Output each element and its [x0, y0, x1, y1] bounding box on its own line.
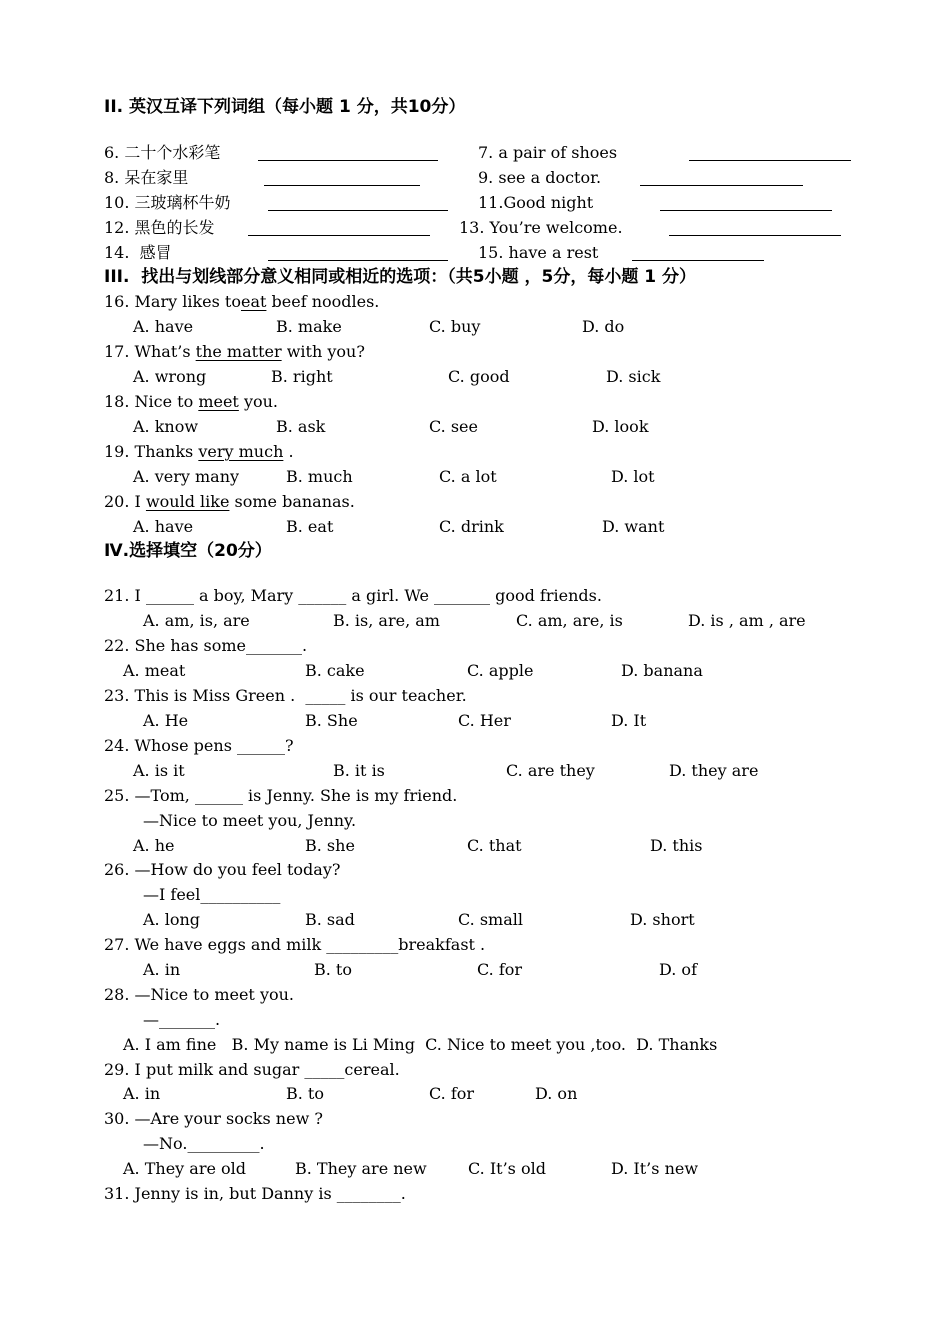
answer-blank [268, 260, 448, 261]
option-d: D. look [592, 417, 649, 436]
option-c: C. drink [439, 517, 504, 536]
underlined-word: meet [198, 392, 239, 411]
question-29: 29. I put milk and sugar _____cereal. [104, 1060, 400, 1079]
item-9: 9. see a doctor. [478, 168, 602, 187]
underlined-word: would like [145, 492, 230, 511]
option-d: D. on [535, 1084, 578, 1103]
option-d: D. short [630, 910, 695, 929]
section-3-title: III. 找出与划线部分意义相同或相近的选项： [104, 267, 448, 287]
item-10: 10. 三玻璃杯牛奶 [104, 193, 231, 212]
answer-blank [660, 210, 832, 211]
option-c: C. for [429, 1084, 475, 1103]
option-b: B. she [305, 836, 355, 855]
section-4-header [104, 541, 272, 561]
option-c: C. for [477, 960, 523, 979]
option-b: B. ask [276, 417, 326, 436]
option-a: A. He [143, 711, 189, 730]
option-b: B. to [314, 960, 352, 979]
answer-blank [640, 185, 803, 186]
option-d: D. is , am , are [688, 611, 806, 630]
answer-blank [248, 235, 430, 236]
section-3-note: （共5小题 ，5分，每小题 1 分） [447, 267, 697, 287]
question-30-response: —No._________. [143, 1134, 265, 1153]
option-d: D. this [650, 836, 703, 855]
section-3-header [104, 267, 696, 287]
option-a: A. meat [123, 661, 186, 680]
question-26: 26. —How do you feel today? [104, 860, 341, 879]
option-a: A. They are old [123, 1159, 247, 1178]
section-2-title: II. 英汉互译下列词组（每小题 1 分，共10分） [104, 97, 466, 117]
question-30: 30. —Are your socks new ? [104, 1109, 323, 1128]
section-4-note: （20分） [197, 541, 272, 561]
option-d: D. banana [621, 661, 703, 680]
option-a: A. have [133, 317, 194, 336]
question-19: 19. Thanks very much . [104, 442, 294, 461]
option-b: B. right [271, 367, 333, 386]
question-21: 21. I ______ a boy, Mary ______ a girl. We _______ good friends. [104, 586, 602, 605]
item-11: 11.Good night [478, 193, 594, 212]
option-b: B. sad [305, 910, 355, 929]
option-d: D. they are [669, 761, 759, 780]
option-c: C. a lot [439, 467, 497, 486]
question-25: 25. —Tom, ______ is Jenny. She is my friend. [104, 786, 458, 805]
option-b: B. much [286, 467, 353, 486]
option-b: B. eat [286, 517, 334, 536]
item-6: 6. 二十个水彩笔 [104, 143, 221, 162]
item-12: 12. 黑色的长发 [104, 218, 215, 237]
option-a: A. wrong [133, 367, 207, 386]
answer-blank [669, 235, 841, 236]
question-17: 17. What’s the matter with you? [104, 342, 365, 361]
option-c: C. are they [506, 761, 595, 780]
answer-blank [258, 160, 438, 161]
item-8: 8. 呆在家里 [104, 168, 189, 187]
option-a: A. is it [133, 761, 185, 780]
item-15: 15. have a rest [478, 243, 599, 262]
option-a: A. know [133, 417, 199, 436]
option-b: B. it is [333, 761, 385, 780]
item-13: 13. You’re welcome. [459, 218, 623, 237]
option-c: C. that [467, 836, 522, 855]
underlined-word: very much [198, 442, 284, 461]
option-c: C. am, are, is [516, 611, 623, 630]
question-27: 27. We have eggs and milk _________breakfast . [104, 935, 486, 954]
question-31: 31. Jenny is in, but Danny is ________. [104, 1184, 406, 1203]
option-b: B. She [305, 711, 358, 730]
option-a: A. in [143, 960, 181, 979]
question-25-response: —Nice to meet you, Jenny. [143, 811, 357, 830]
answer-blank [632, 260, 764, 261]
answer-blank [268, 210, 448, 211]
underlined-word: the matter [195, 342, 282, 361]
option-d: D. It’s new [611, 1159, 699, 1178]
question-28-options: A. I am fine B. My name is Li Ming C. Nice to meet you ,too. D. Thanks [123, 1035, 718, 1054]
option-d: D. sick [606, 367, 661, 386]
option-d: D. It [611, 711, 647, 730]
question-28: 28. —Nice to meet you. [104, 985, 294, 1004]
question-20: 20. I would like some bananas. [104, 492, 355, 511]
option-d: D. lot [611, 467, 655, 486]
underlined-word: eat [240, 292, 267, 311]
option-c: C. apple [467, 661, 534, 680]
option-c: C. see [429, 417, 478, 436]
section-4-title: Ⅳ.选择填空 [104, 541, 198, 561]
question-24: 24. Whose pens ______? [104, 736, 294, 755]
option-a: A. long [143, 910, 201, 929]
question-22: 22. She has some_______. [104, 636, 308, 655]
question-16: 16. Mary likes toeat beef noodles. [104, 292, 380, 311]
option-d: D. do [582, 317, 625, 336]
option-a: A. he [133, 836, 175, 855]
option-c: C. good [448, 367, 510, 386]
question-26-response: —I feel__________ [143, 885, 281, 904]
option-d: D. of [659, 960, 697, 979]
option-a: A. very many [133, 467, 240, 486]
option-a: A. in [123, 1084, 161, 1103]
option-a: A. have [133, 517, 194, 536]
answer-blank [264, 185, 420, 186]
option-b: B. to [286, 1084, 324, 1103]
option-a: A. am, is, are [143, 611, 250, 630]
option-c: C. small [458, 910, 523, 929]
option-b: B. cake [305, 661, 365, 680]
option-c: C. Her [458, 711, 511, 730]
option-b: B. They are new [295, 1159, 427, 1178]
question-28-response: —_______. [143, 1010, 221, 1029]
question-23: 23. This is Miss Green . _____ is our teacher. [104, 686, 467, 705]
answer-blank [689, 160, 851, 161]
option-c: C. It’s old [468, 1159, 546, 1178]
question-18: 18. Nice to meet you. [104, 392, 279, 411]
item-7: 7. a pair of shoes [478, 143, 618, 162]
option-c: C. buy [429, 317, 481, 336]
option-b: B. is, are, am [333, 611, 440, 630]
option-b: B. make [276, 317, 342, 336]
option-d: D. want [602, 517, 665, 536]
item-14: 14. 感冒 [104, 243, 172, 262]
